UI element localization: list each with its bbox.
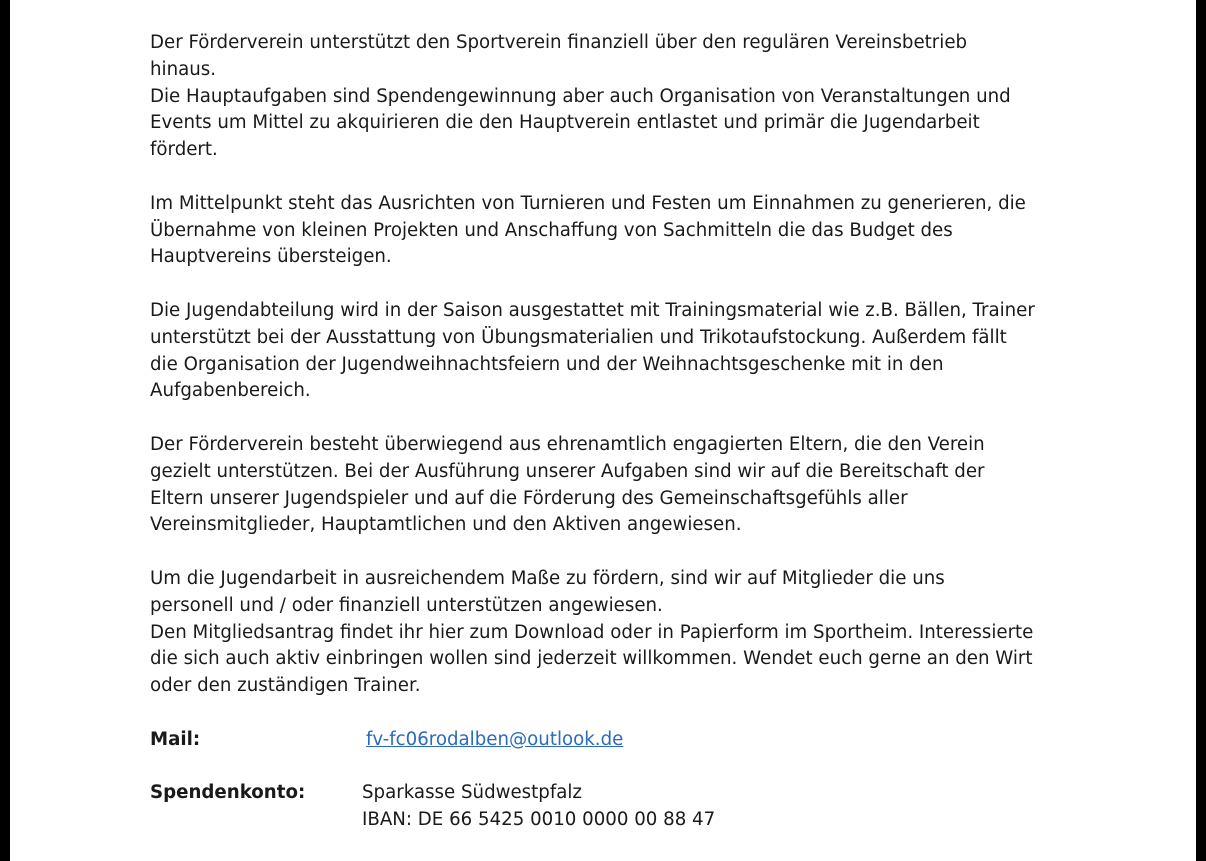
paragraph-spacer [150,164,1070,191]
mail-row [150,727,1070,754]
contact-spacer [150,754,1070,781]
account-label: Spendenkonto: [150,782,306,804]
paragraph-parents: Der Förderverein besteht überwiegend aus ehrenamtlich engagierten Eltern, die den Verein gezielt unterstützen. Bei der Ausführung unserer Aufgaben sind wir auf die Bereitschaft der Eltern unserer Jugendspieler und auf die Förderung des Gemeinschaftsgefühls aller Vereinsmitglieder, Hauptamtlichen und den Aktiven angewiesen. [150,433,985,536]
paragraph-spacer [150,405,1070,432]
bank-name: Sparkasse Südwestpfalz [362,782,582,804]
document-page [10,0,1196,861]
iban-value: IBAN: DE 66 5425 0010 0000 00 88 47 [362,809,716,831]
paragraph-youth: Die Jugendabteilung wird in der Saison ausgestattet mit Trainingsmaterial wie z.B. Bällen, Trainer unterstützt bei der Ausstattung von Übungsmaterialien und Trikotaufstockung. Außerdem fällt die Organisation der Jugendweihnachtsfeiern und der Weihnachtsgeschenke mit in den Aufgabenbereich. [150,299,1035,402]
account-row [150,780,1070,807]
document-body [150,30,1070,834]
paragraph-spacer [150,271,1070,298]
paragraph-spacer [150,539,1070,566]
paragraph-membership: Um die Jugendarbeit in ausreichendem Maße zu fördern, sind wir auf Mitglieder die uns personell und / oder finanziell unterstützen angewiesen. Den Mitgliedsantrag findet ihr hier zum Download oder in Papierform im Sportheim. Interessierte die sich auch aktiv einbringen wollen sind jederzeit willkommen. Wendet euch gerne an den Wirt oder den zuständigen Trainer. [150,567,1034,697]
mail-label: Mail: [150,728,201,750]
paragraph-intro: Der Förderverein unterstützt den Sportverein finanziell über den regulären Vereinsbetrieb hinaus. Die Hauptaufgaben sind Spendengewinnung aber auch Organisation von Veranstaltungen und Events um Mittel zu akquirieren die den Hauptverein entlastet und primär die Jugendarbeit fördert. [150,32,1011,161]
paragraph-spacer [150,700,1070,727]
iban-row [150,807,1070,834]
mail-link[interactable]: fv-fc06rodalben@outlook.de [366,728,624,750]
paragraph-focus: Im Mittelpunkt steht das Ausrichten von Turnieren und Festen um Einnahmen zu generieren, die Übernahme von kleinen Projekten und Anschaffung von Sachmitteln die das Budget des Hauptvereins übersteigen. [150,192,1026,268]
